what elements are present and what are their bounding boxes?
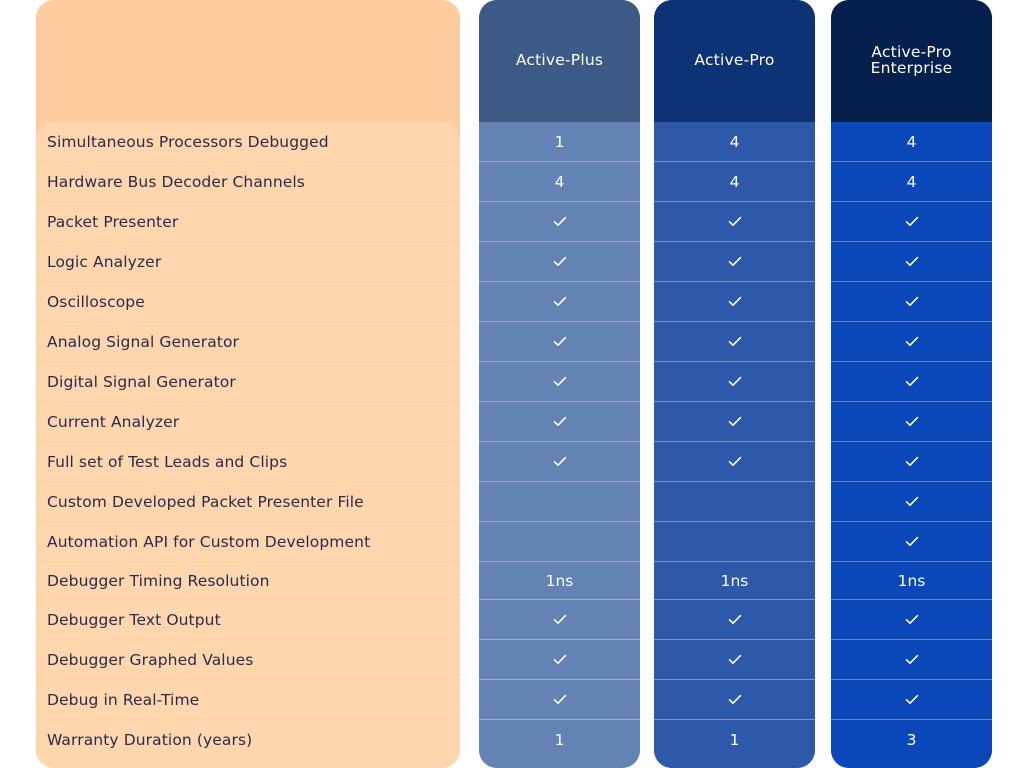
plan-name-active-pro-enterprise-line2: Enterprise <box>870 59 953 77</box>
checkmark-icon <box>728 296 742 307</box>
plan-cell-included <box>831 253 992 271</box>
checkmark-icon <box>905 376 919 387</box>
plan-header-active-pro <box>654 0 815 122</box>
plan-cell-included <box>654 611 815 629</box>
plan-cell-included <box>654 691 815 709</box>
feature-label: Warranty Duration (years) <box>47 731 253 749</box>
feature-row <box>36 322 460 362</box>
plan-cell-row <box>654 242 815 282</box>
checkmark-icon <box>728 614 742 625</box>
plan-cell-included <box>831 493 992 511</box>
plan-name-active-plus: Active-Plus <box>515 51 604 69</box>
checkmark-icon <box>905 296 919 307</box>
plan-cell-included <box>654 253 815 271</box>
plan-cell-row <box>831 322 992 362</box>
plan-cell-included <box>479 611 640 629</box>
feature-label: Current Analyzer <box>47 413 180 431</box>
plan-cell-row <box>654 522 815 562</box>
feature-row <box>36 680 460 720</box>
plan-cell-row <box>479 600 640 640</box>
checkmark-icon <box>553 654 567 665</box>
feature-row <box>36 522 460 562</box>
plan-cell-row <box>654 322 815 362</box>
checkmark-icon <box>728 376 742 387</box>
plan-cell-row <box>831 242 992 282</box>
plan-cell-row <box>831 482 992 522</box>
checkmark-icon <box>728 216 742 227</box>
feature-row <box>36 242 460 282</box>
feature-label: Digital Signal Generator <box>47 373 236 391</box>
plan-cell-included <box>831 293 992 311</box>
plan-cell-included <box>831 651 992 669</box>
checkmark-icon <box>553 416 567 427</box>
feature-label: Logic Analyzer <box>47 253 162 271</box>
checkmark-icon <box>728 416 742 427</box>
checkmark-icon <box>553 614 567 625</box>
plan-cell-included <box>831 373 992 391</box>
checkmark-icon <box>553 456 567 467</box>
plan-cell-value: 4 <box>906 173 917 191</box>
checkmark-icon <box>905 694 919 705</box>
plan-cell-row <box>654 482 815 522</box>
plan-name-active-pro: Active-Pro <box>694 51 775 69</box>
plan-cell-value: 1ns <box>897 572 926 590</box>
plan-cell-included <box>831 691 992 709</box>
plan-cell-included <box>479 651 640 669</box>
feature-label: Debug in Real-Time <box>47 691 200 709</box>
plan-cell-row <box>654 640 815 680</box>
plan-cell-included <box>479 373 640 391</box>
feature-label: Debugger Text Output <box>47 611 221 629</box>
plan-cell-row <box>479 522 640 562</box>
plan-cell-included <box>654 213 815 231</box>
plan-name-active-pro-enterprise-line1: Active-Pro <box>871 43 952 61</box>
plan-cell-row <box>831 522 992 562</box>
feature-label: Simultaneous Processors Debugged <box>47 133 329 151</box>
feature-label: Custom Developed Packet Presenter File <box>47 493 364 511</box>
plan-cell-included <box>654 373 815 391</box>
plan-cell-row <box>479 680 640 720</box>
plan-cell-row <box>654 122 815 162</box>
plan-cell-row <box>831 442 992 482</box>
plan-cell-included <box>654 293 815 311</box>
plan-cell-row <box>654 600 815 640</box>
plan-cell-included <box>654 453 815 471</box>
checkmark-icon <box>905 536 919 547</box>
plan-cell-row <box>479 202 640 242</box>
checkmark-icon <box>905 496 919 507</box>
plan-cell-row <box>831 362 992 402</box>
feature-row <box>36 402 460 442</box>
plan-cell-included <box>831 453 992 471</box>
plan-cell-row <box>654 202 815 242</box>
feature-row <box>36 600 460 640</box>
checkmark-icon <box>553 296 567 307</box>
checkmark-icon <box>905 336 919 347</box>
plan-cell-row <box>654 720 815 760</box>
plan-cell-row <box>654 680 815 720</box>
plan-cell-row <box>654 162 815 202</box>
checkmark-icon <box>728 336 742 347</box>
checkmark-icon <box>905 256 919 267</box>
plan-cell-row <box>479 242 640 282</box>
plan-cell-row <box>831 162 992 202</box>
feature-label: Debugger Graphed Values <box>47 651 254 669</box>
feature-row <box>36 720 460 760</box>
checkmark-icon <box>553 336 567 347</box>
plan-cell-included <box>479 213 640 231</box>
plan-cell-included <box>654 651 815 669</box>
feature-row <box>36 562 460 600</box>
plan-cell-included <box>654 413 815 431</box>
feature-row <box>36 162 460 202</box>
plan-cell-value: 3 <box>906 731 917 749</box>
plan-cell-value: 1 <box>729 731 740 749</box>
plan-header-active-plus <box>479 0 640 122</box>
feature-label: Automation API for Custom Development <box>47 533 371 551</box>
feature-label: Oscilloscope <box>47 293 145 311</box>
plan-cell-row <box>654 362 815 402</box>
checkmark-icon <box>905 416 919 427</box>
feature-row <box>36 442 460 482</box>
plan-column-active-pro-enterprise <box>831 0 992 768</box>
plan-cell-included <box>831 611 992 629</box>
plan-cell-row <box>831 402 992 442</box>
checkmark-icon <box>905 216 919 227</box>
plan-cell-included <box>479 293 640 311</box>
plan-cell-included <box>479 253 640 271</box>
checkmark-icon <box>553 376 567 387</box>
feature-row <box>36 362 460 402</box>
plan-cell-value: 4 <box>554 173 565 191</box>
plan-cell-row <box>831 680 992 720</box>
feature-row <box>36 202 460 242</box>
plan-cell-included <box>831 413 992 431</box>
plan-cell-row <box>654 562 815 600</box>
plan-cell-row <box>831 562 992 600</box>
plan-cell-row <box>479 720 640 760</box>
plan-cell-row <box>479 162 640 202</box>
checkmark-icon <box>728 456 742 467</box>
plan-cell-included <box>831 333 992 351</box>
plan-cell-row <box>831 122 992 162</box>
plan-cell-row <box>479 402 640 442</box>
feature-column <box>36 0 460 768</box>
feature-label: Packet Presenter <box>47 213 179 231</box>
feature-column-header <box>36 0 460 140</box>
checkmark-icon <box>728 694 742 705</box>
checkmark-icon <box>728 256 742 267</box>
checkmark-icon <box>553 256 567 267</box>
plan-cell-included <box>479 453 640 471</box>
plan-cell-row <box>479 322 640 362</box>
plan-cell-included <box>831 213 992 231</box>
plan-cell-row <box>479 282 640 322</box>
plan-cell-row <box>654 282 815 322</box>
feature-row <box>36 482 460 522</box>
plan-cell-row <box>479 122 640 162</box>
plan-cell-row <box>654 442 815 482</box>
plan-cell-included <box>479 333 640 351</box>
plan-cell-value: 4 <box>729 173 740 191</box>
plan-cell-row <box>479 640 640 680</box>
checkmark-icon <box>905 456 919 467</box>
feature-label: Debugger Timing Resolution <box>47 572 270 590</box>
feature-label: Full set of Test Leads and Clips <box>47 453 288 471</box>
plan-column-active-pro <box>654 0 815 768</box>
feature-label: Analog Signal Generator <box>47 333 240 351</box>
plan-cell-row <box>831 202 992 242</box>
plan-cell-included <box>479 691 640 709</box>
plan-cell-included <box>654 333 815 351</box>
plan-cell-value: 1 <box>554 731 565 749</box>
plan-cell-row <box>831 600 992 640</box>
plan-cell-value: 1ns <box>720 572 749 590</box>
plan-header-active-pro-enterprise <box>831 0 992 122</box>
plan-cell-value: 4 <box>729 133 740 151</box>
plan-cell-row <box>479 482 640 522</box>
feature-label: Hardware Bus Decoder Channels <box>47 173 305 191</box>
plan-cell-included <box>831 533 992 551</box>
plan-cell-value: 4 <box>906 133 917 151</box>
checkmark-icon <box>553 216 567 227</box>
checkmark-icon <box>728 654 742 665</box>
checkmark-icon <box>905 654 919 665</box>
plan-cell-row <box>831 720 992 760</box>
plan-cell-included <box>479 413 640 431</box>
feature-row <box>36 282 460 322</box>
plan-cell-value: 1ns <box>545 572 574 590</box>
checkmark-icon <box>905 614 919 625</box>
plan-cell-row <box>479 442 640 482</box>
plan-cell-row <box>479 362 640 402</box>
plan-cell-value: 1 <box>554 133 565 151</box>
checkmark-icon <box>553 694 567 705</box>
plan-column-active-plus <box>479 0 640 768</box>
plan-cell-row <box>654 402 815 442</box>
plan-cell-row <box>831 640 992 680</box>
plan-cell-row <box>831 282 992 322</box>
feature-row <box>36 122 460 162</box>
plan-cell-row <box>479 562 640 600</box>
feature-row <box>36 640 460 680</box>
